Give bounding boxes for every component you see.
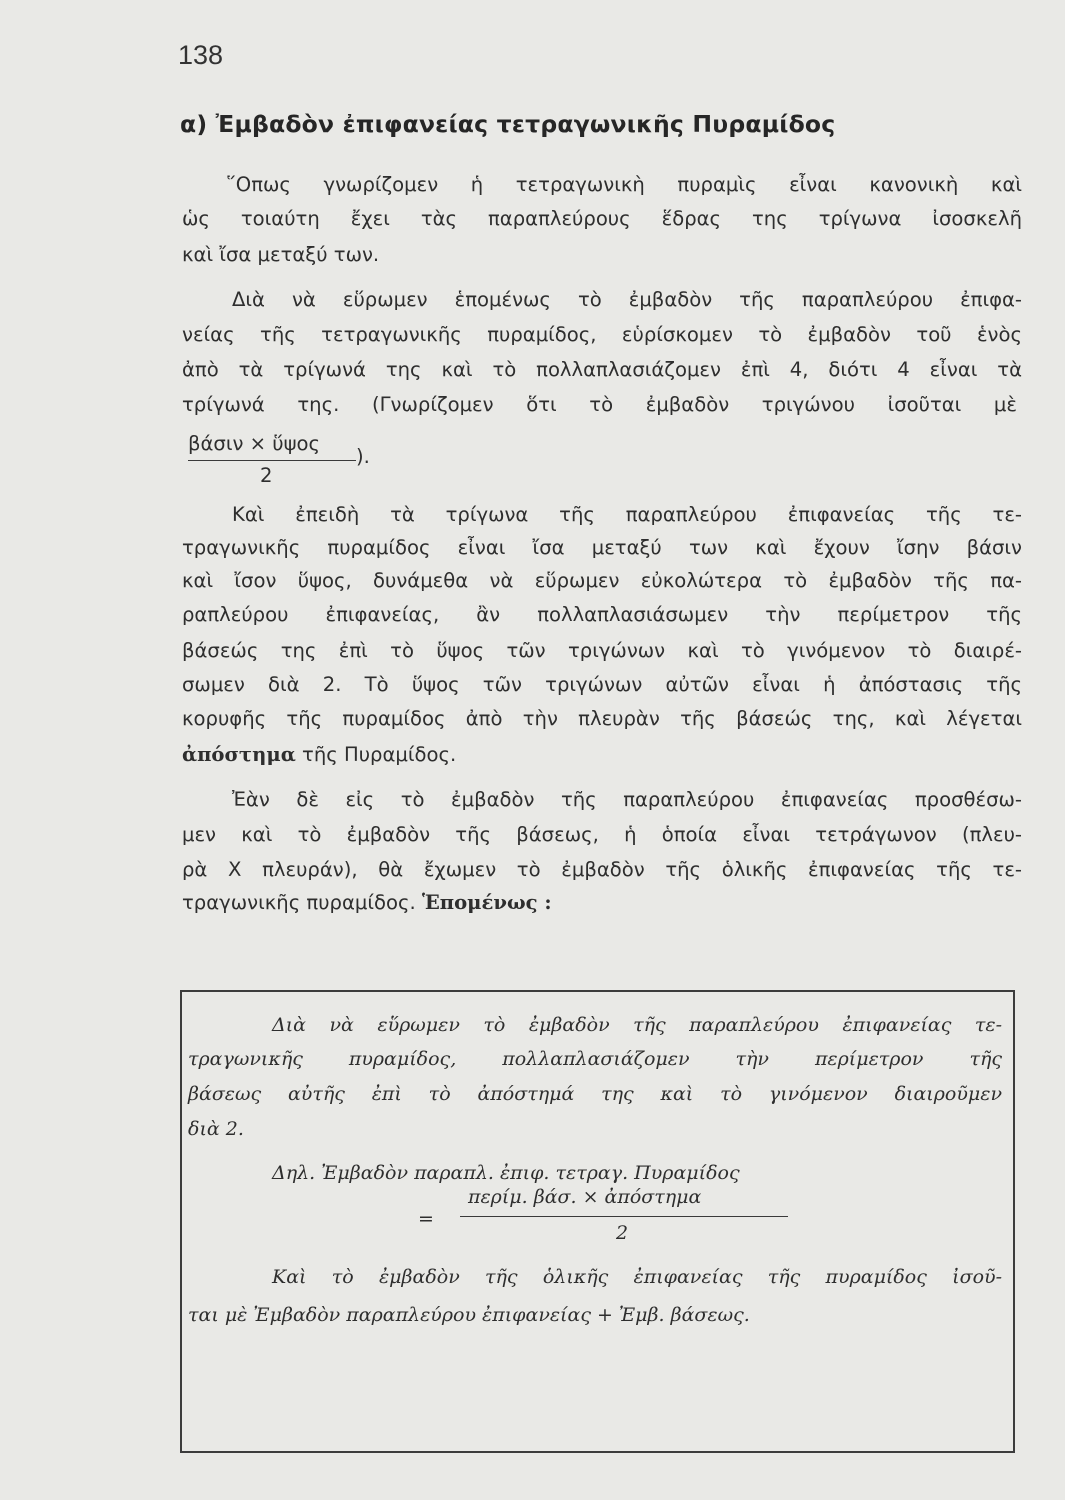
paragraph-3-line-3: καὶ ἴσον ὕψος, δυνάμεθα νὰ εὕρωμεν εὐκολώτερα τὸ ἐμβαδὸν τῆς πα-	[182, 569, 1022, 592]
rule-closing-line-2: ται μὲ Ἐμβαδὸν παραπλεύρου ἐπιφανείας + Ἐμβ. βάσεως.	[188, 1304, 750, 1326]
paragraph-2-line-4: τρίγωνά της. (Γνωρίζομεν ὅτι τὸ ἐμβαδὸν τριγώνου ἰσοῦται μὲ	[182, 393, 1017, 416]
fraction-denominator: 2	[260, 464, 273, 487]
fraction-closing: ).	[356, 445, 370, 468]
paragraph-3-line-2: τραγωνικῆς πυραμίδος εἶναι ἴσα μεταξύ των καὶ ἔχουν ἴσην βάσιν	[182, 536, 1022, 559]
rule-line-4: διὰ 2.	[188, 1118, 244, 1140]
paragraph-3-line-1: Καὶ ἐπειδὴ τὰ τρίγωνα τῆς παραπλεύρου ἐπιφανείας τῆς τε-	[232, 503, 1022, 526]
rule-closing-line-1: Καὶ τὸ ἐμβαδὸν τῆς ὁλικῆς ἐπιφανείας τῆς πυραμίδος ἰσοῦ-	[272, 1266, 1002, 1288]
paragraph-3-line-7: κορυφῆς τῆς πυραμίδος ἀπὸ τὴν πλευρὰν τῆς βάσεώς της, καὶ λέγεται	[182, 707, 1022, 730]
formula-denominator: 2	[616, 1222, 629, 1244]
fraction-numerator: βάσιν × ὕψος	[188, 432, 321, 455]
paragraph-2-line-2: νείας τῆς τετραγωνικῆς πυραμίδος, εὑρίσκομεν τὸ ἐμβαδὸν τοῦ ἑνὸς	[182, 323, 1022, 346]
rule-line-3: βάσεως αὐτῆς ἐπὶ τὸ ἀπόστημά της καὶ τὸ γινόμενον διαιροῦμεν	[188, 1083, 1002, 1105]
paragraph-4-line-1: Ἐὰν δὲ εἰς τὸ ἐμβαδὸν τῆς παραπλεύρου ἐπιφανείας προσθέσω-	[232, 788, 1022, 811]
paragraph-1-line-2: ὡς τοιαύτη ἔχει τὰς παραπλεύρους ἕδρας της τρίγωνα ἰσοσκελῆ	[182, 207, 1022, 230]
paragraph-4-line-4-text: τραγωνικῆς πυραμίδος.	[182, 891, 416, 914]
paragraph-3-line-4: ραπλεύρου ἐπιφανείας, ἂν πολλαπλασιάσωμεν τὴν περίμετρον τῆς	[182, 603, 1022, 626]
paragraph-4-line-4	[182, 888, 1022, 918]
formula-numerator: περίμ. βάσ. × ἀπόστημα	[468, 1186, 702, 1208]
section-title: α) Ἐμβαδὸν ἐπιφανείας τετραγωνικῆς Πυραμίδος	[180, 110, 836, 138]
paragraph-3-line-6: σωμεν διὰ 2. Τὸ ὕψος τῶν τριγώνων αὐτῶν εἶναι ἡ ἀπόστασις τῆς	[182, 673, 1022, 696]
paragraph-2-line-1: Διὰ νὰ εὕρωμεν ἑπομένως τὸ ἐμβαδὸν τῆς παραπλεύρου ἐπιφα-	[232, 288, 1022, 311]
paragraph-3-line-8-rest: τῆς Πυραμίδος.	[295, 743, 457, 766]
paragraph-4-line-2: μεν καὶ τὸ ἐμβαδὸν τῆς βάσεως, ἡ ὁποία εἶναι τετράγωνον (πλευ-	[182, 823, 1022, 846]
rule-line-2: τραγωνικῆς πυραμίδος, πολλαπλασιάζομεν τὴν περίμετρον τῆς	[188, 1048, 1002, 1070]
paragraph-3-line-8	[182, 740, 1022, 770]
term-apostima: ἀπόστημα	[182, 743, 296, 766]
fraction-bar	[188, 460, 356, 461]
consequently-label: Ἑπομένως :	[421, 891, 552, 914]
paragraph-2-line-3: ἀπὸ τὰ τρίγωνά της καὶ τὸ πολλαπλασιάζομεν ἐπὶ 4, διότι 4 εἶναι τὰ	[182, 358, 1022, 381]
formula-label: Δηλ. Ἐμβαδὸν παραπλ. ἐπιφ. τετραγ. Πυραμίδος	[272, 1162, 740, 1184]
page-number: 138	[178, 40, 224, 70]
formula-fraction-bar	[460, 1216, 788, 1217]
rule-line-1: Διὰ νὰ εὕρωμεν τὸ ἐμβαδὸν τῆς παραπλεύρου ἐπιφανείας τε-	[272, 1014, 1002, 1036]
paragraph-1-line-3: καὶ ἴσα μεταξύ των.	[182, 243, 380, 266]
paragraph-1-line-1: ῞Οπως γνωρίζομεν ἡ τετραγωνικὴ πυραμὶς εἶναι κανονικὴ καὶ	[226, 173, 1022, 196]
formula-equals: =	[418, 1208, 434, 1230]
paragraph-4-line-3: ρὰ Χ πλευράν), θὰ ἔχωμεν τὸ ἐμβαδὸν τῆς ὁλικῆς ἐπιφανείας τῆς τε-	[182, 858, 1022, 881]
paragraph-3-line-5: βάσεώς της ἐπὶ τὸ ὕψος τῶν τριγώνων καὶ τὸ γινόμενον τὸ διαιρέ-	[182, 639, 1022, 662]
